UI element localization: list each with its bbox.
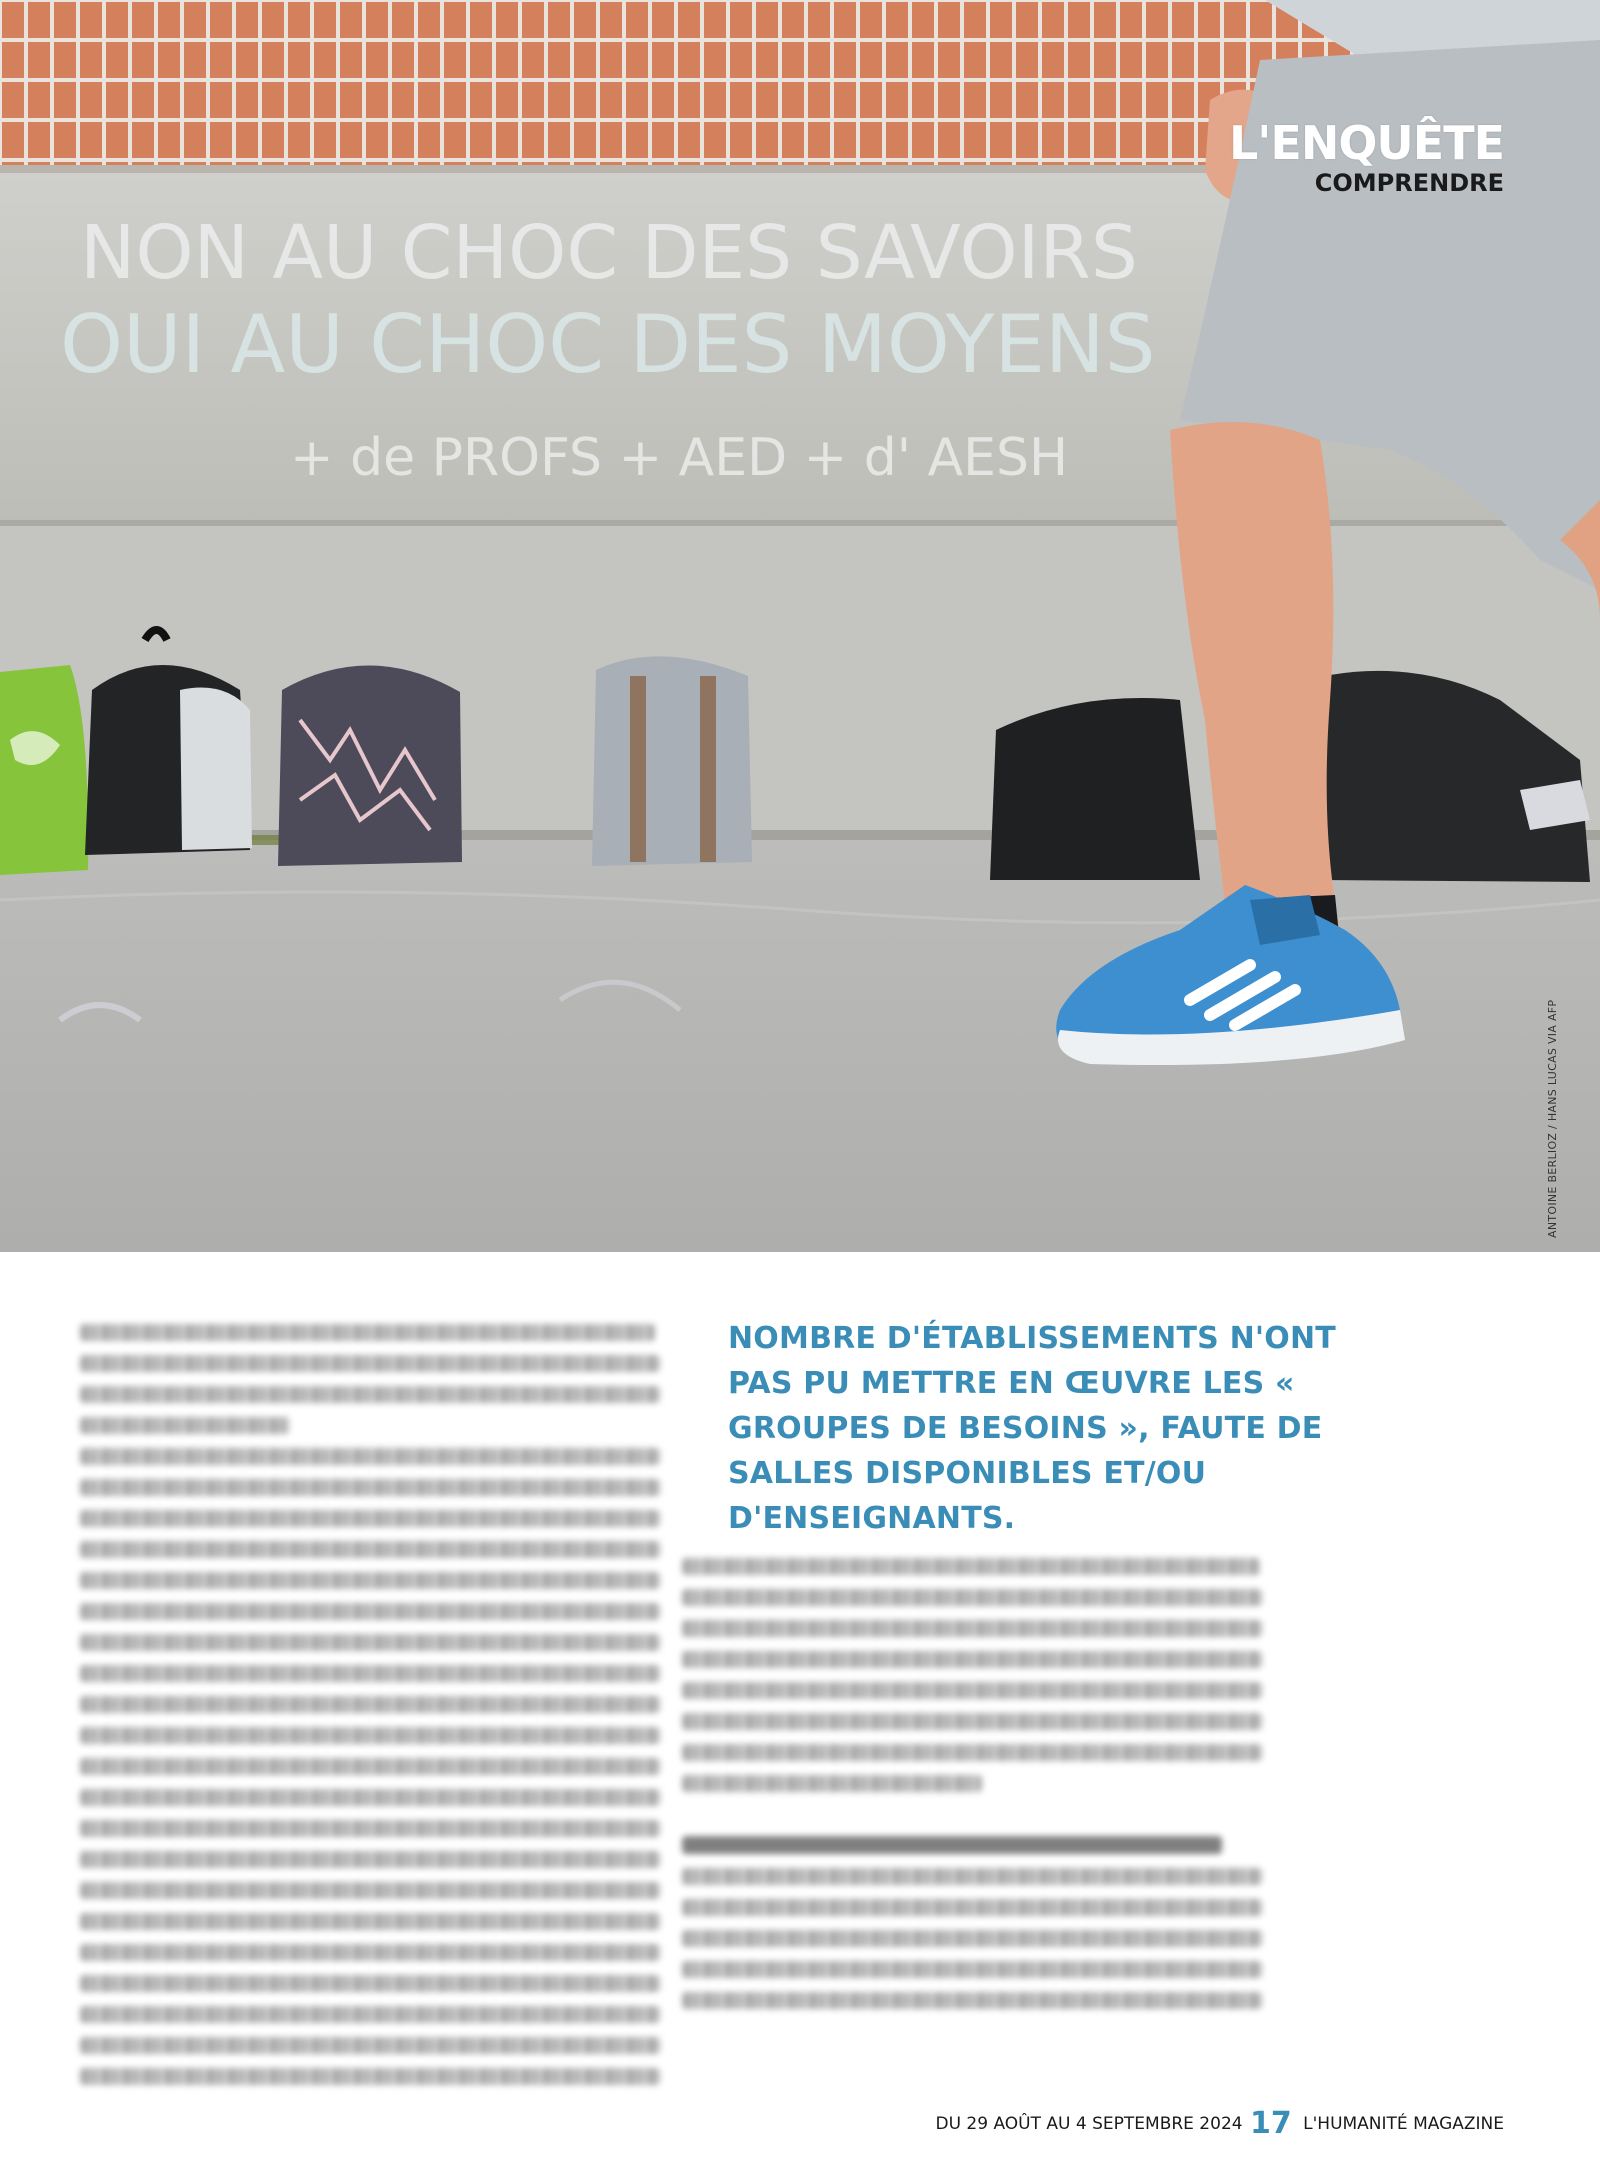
blurred-text-line xyxy=(682,1620,1262,1637)
magazine-name: L'HUMANITÉ MAGAZINE xyxy=(1303,2114,1504,2134)
blurred-text-line xyxy=(80,1386,660,1403)
blurred-text-line xyxy=(682,1992,1262,2009)
blurred-text-line xyxy=(80,1789,660,1806)
chalk-text-3: + de PROFS + AED + d' AESH xyxy=(290,428,1069,488)
blurred-text-line xyxy=(80,1448,660,1465)
blurred-text-line xyxy=(682,1961,1262,1978)
page-footer xyxy=(936,2106,1505,2141)
blurred-text-line xyxy=(80,1572,660,1589)
blurred-text-line xyxy=(80,1479,660,1496)
blurred-text-line xyxy=(682,1930,1262,1947)
blurred-text-line xyxy=(682,1558,1260,1575)
chalk-text-2: OUI AU CHOC DES MOYENS xyxy=(60,298,1156,391)
blurred-text-line xyxy=(80,1541,660,1558)
section-title: L'ENQUÊTE xyxy=(1229,116,1504,170)
blurred-text-line xyxy=(80,1696,660,1713)
blurred-text-line xyxy=(682,1651,1262,1668)
blurred-text-line xyxy=(682,1775,982,1792)
blurred-text-line xyxy=(682,1589,1262,1606)
blurred-text-line xyxy=(80,1603,660,1620)
blurred-text-line xyxy=(80,2037,660,2054)
blurred-text-line xyxy=(80,1634,660,1651)
blurred-text-line xyxy=(80,1758,660,1775)
blurred-text-line xyxy=(80,1355,660,1372)
chalk-text-1: NON AU CHOC DES SAVOIRS xyxy=(80,210,1138,296)
blurred-text-line xyxy=(80,1324,655,1341)
blurred-text-line xyxy=(682,1868,1262,1885)
pull-quote: NOMBRE D'ÉTABLISSEMENTS N'ONT PAS PU METTRE EN ŒUVRE LES « GROUPES DE BESOINS », FAUTE DE SALLES DISPONIBLES ET/OU D'ENSEIGNANTS. xyxy=(728,1321,1336,1536)
blurred-text-line xyxy=(80,1851,660,1868)
body-column-left xyxy=(80,1324,660,2099)
blurred-text-line xyxy=(80,1727,660,1744)
issue-dates: DU 29 AOÛT AU 4 SEPTEMBRE 2024 xyxy=(935,2114,1243,2134)
blurred-text-line xyxy=(80,1417,290,1434)
blurred-text-line xyxy=(80,2006,660,2023)
blurred-text-line xyxy=(682,1899,1262,1916)
section-tag xyxy=(1229,118,1504,198)
blurred-text-line xyxy=(80,1975,660,1992)
blurred-text-line xyxy=(80,1882,660,1899)
blurred-text-line xyxy=(682,1713,1262,1730)
blurred-text-line xyxy=(80,1820,660,1837)
body-column-right xyxy=(682,1558,1262,2023)
blurred-text-line xyxy=(80,2068,660,2085)
photo-credit: ANTOINE BERLIOZ / HANS LUCAS VIA AFP xyxy=(1546,999,1559,1238)
blurred-text-line xyxy=(80,1944,660,1961)
blurred-subheading xyxy=(682,1836,1222,1854)
blurred-text-line xyxy=(80,1913,660,1930)
blurred-text-line xyxy=(80,1665,660,1682)
page-number: 17 xyxy=(1249,2106,1292,2141)
section-subtitle: COMPRENDRE xyxy=(1314,169,1504,197)
blurred-text-line xyxy=(80,1510,660,1527)
blurred-text-line xyxy=(682,1744,1262,1761)
blurred-text-line xyxy=(682,1682,1262,1699)
